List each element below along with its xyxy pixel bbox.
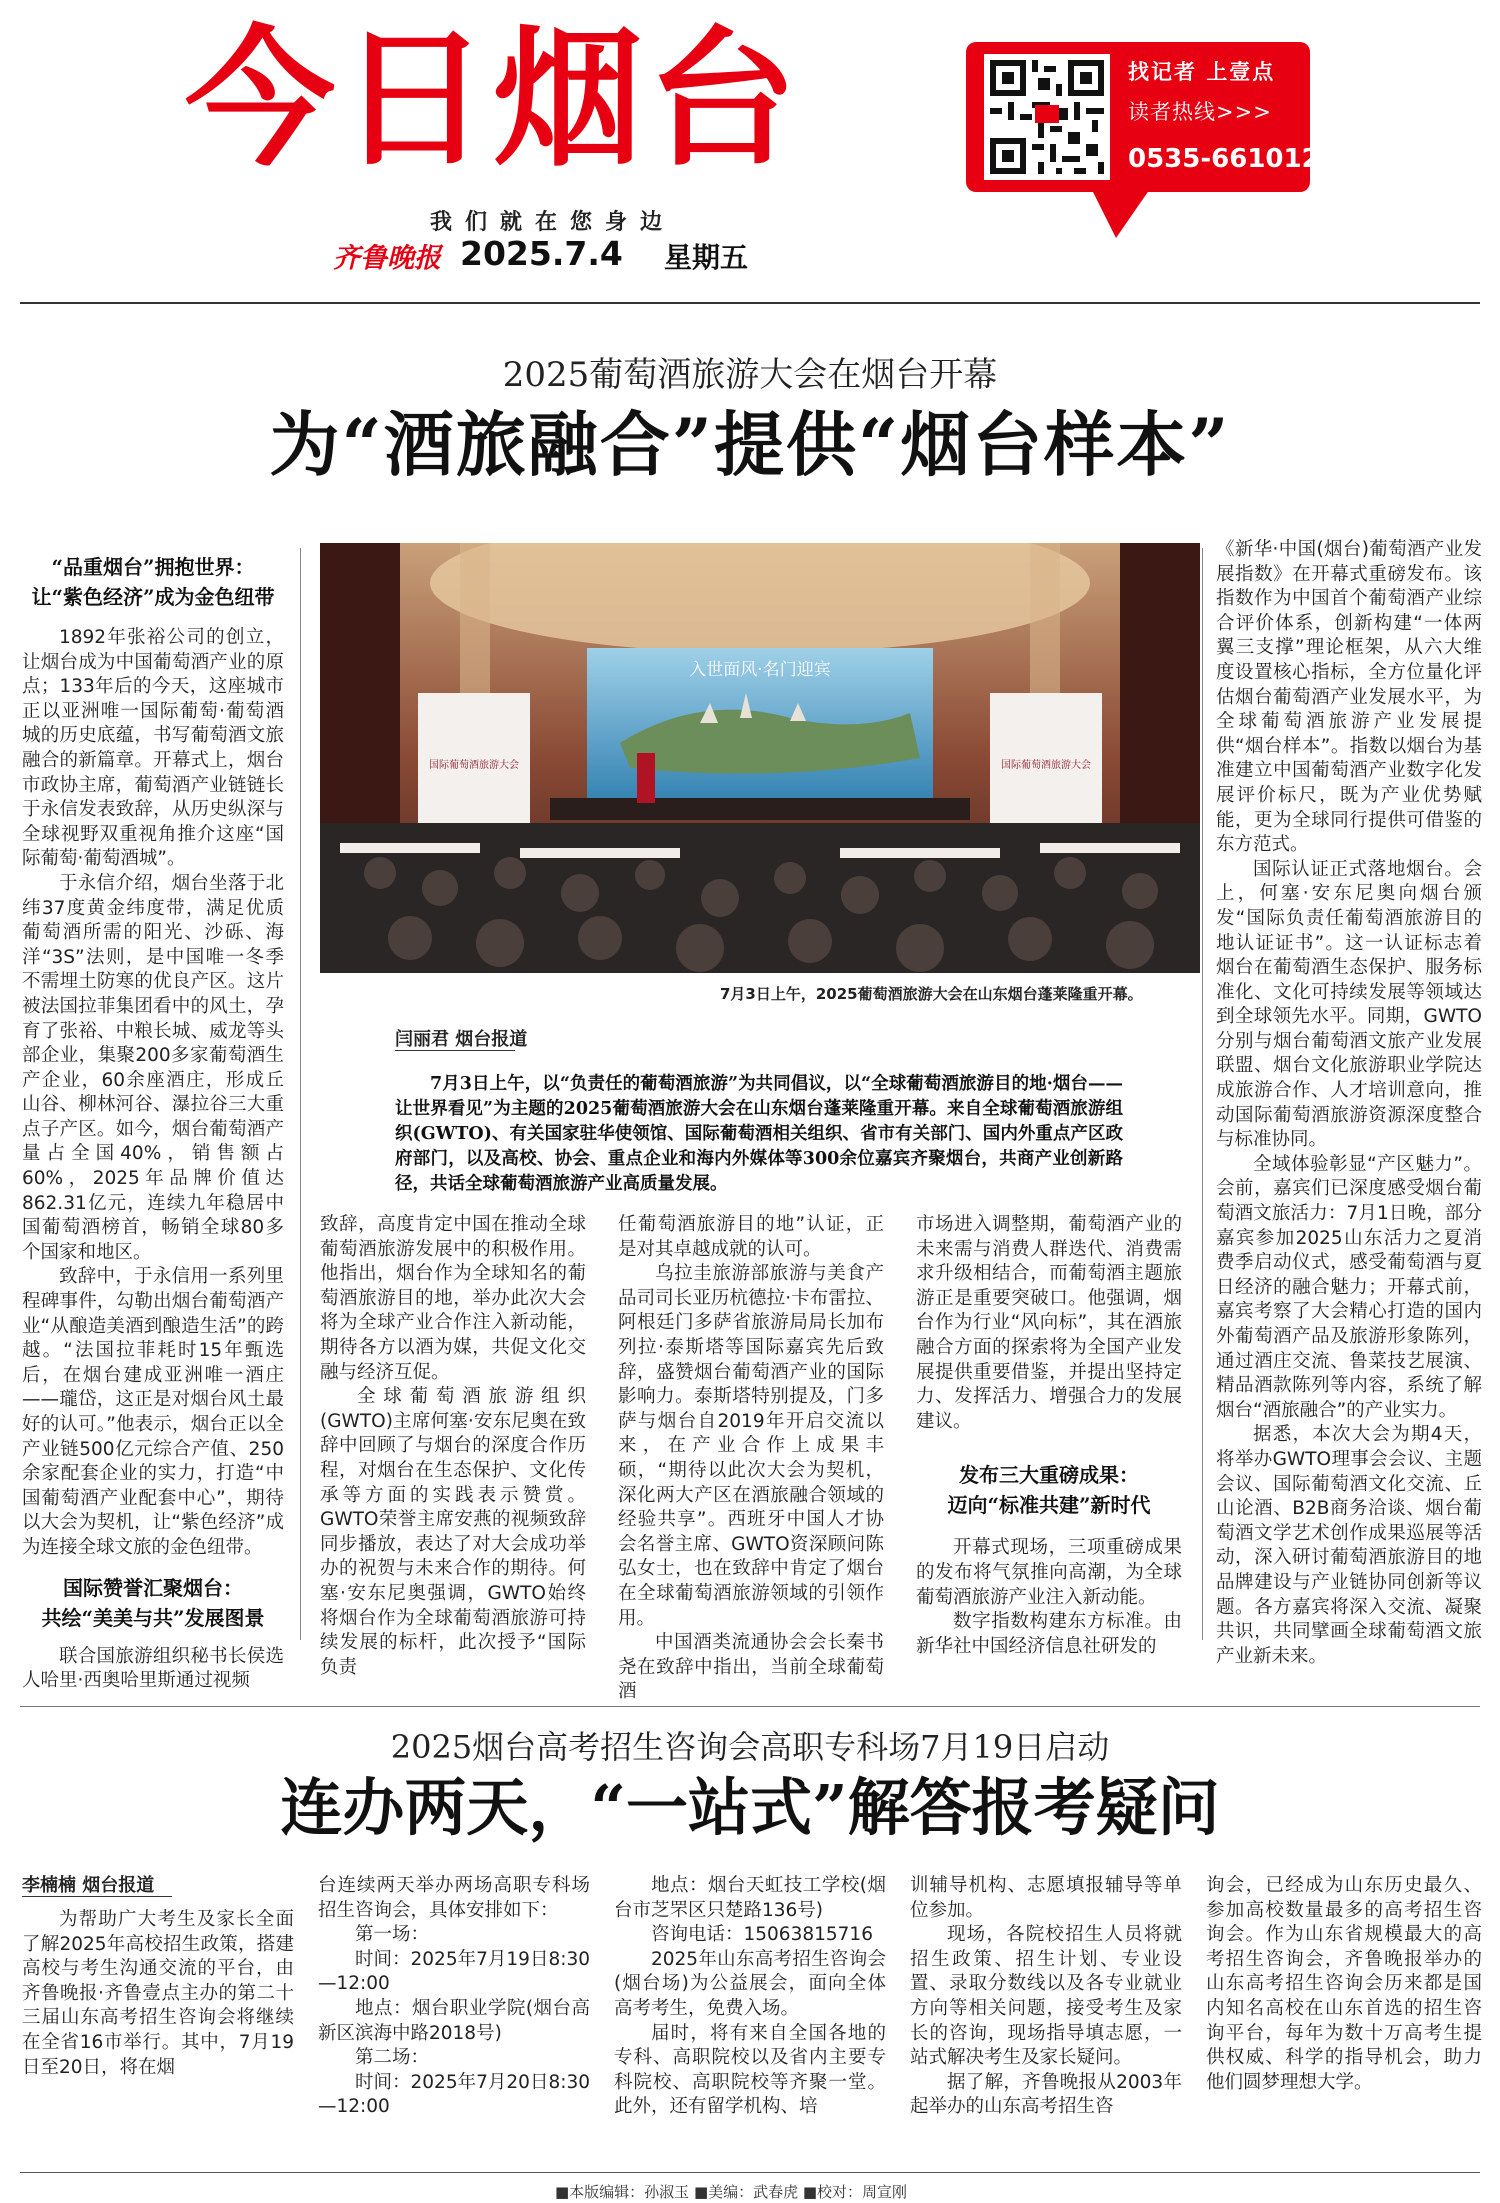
article-divider [20, 1706, 1480, 1707]
paragraph: 据悉，本次大会为期4天，将举办GWTO理事会会议、主题会议、国际葡萄酒文化交流、丘山论酒、B2B商务洽谈、烟台葡萄酒文学艺术创作成果巡展等活动，深入研讨葡萄酒旅游目的地品牌建设与产业链协同创新等议题。各方嘉宾将深入交流、凝聚共识，共同擘画全球葡萄酒文旅产业新未来。 [1216, 1424, 1482, 1667]
conference-photo[interactable] [320, 543, 1200, 973]
article1-lead [395, 1072, 1123, 1197]
section-subheading: 迈向“标准共建”新时代 [947, 1493, 1151, 1518]
hotline-label: 读者热线>>> [1128, 100, 1272, 124]
paragraph: 市场进入调整期，葡萄酒产业的未来需与消费人群迭代、消费需求升级相结合，而葡萄酒主题旅游正是重要突破口。他强调，烟台作为行业“风向标”，其在酒旅融合方面的探索将为全国产业发展提供重要借鉴，并提出坚持定力、发挥活力、增强合力的发展建议。 [916, 1214, 1182, 1432]
paragraph: 为帮助广大考生及家长全面了解2025年高校招生政策，搭建高校与考生沟通交流的平台，由齐鲁晚报·齐鲁壹点主办的第二十三届山东高考招生咨询会将继续在全省16市举行。其中，7月19日至20日，将在烟 [22, 1909, 294, 2078]
paragraph: 台连续两天举办两场高职专科场招生咨询会，具体安排如下： [318, 1875, 590, 1921]
column-divider [1202, 548, 1203, 1640]
article1-column-e [1216, 538, 1482, 1669]
section-heading: 发布三大重磅成果： [959, 1463, 1139, 1488]
paragraph: 数字指数构建东方标准。由新华社中国经济信息社研发的 [916, 1611, 1182, 1657]
article1-byline: 闫丽君 烟台报道 [395, 1029, 528, 1050]
editor-credits: ■本版编辑：孙淑玉 ■美编：武春虎 ■校对：周宣刚 [555, 2183, 908, 2201]
paragraph: 训辅导机构、志愿填报辅导等单位参加。 [910, 1875, 1182, 1921]
left-banner-text: 国际葡萄酒旅游大会 [429, 760, 519, 771]
article1-headline[interactable]: 为“酒旅融合”提供“烟台样本” [269, 403, 1231, 486]
paragraph: 致辞中，于永信用一系列里程碑事件，勾勒出烟台葡萄酒产业“从酿造美酒到酿造生活”的跨越。“法国拉菲耗时15年甄选后，在烟台建成亚洲唯一酒庄——瓏岱，这正是对烟台风土最好的认可。”他表示，烟台正以全产业链500亿元综合产值、250余家配套企业的实力，打造“中国葡萄酒产业配套中心”，期待以大会为契机，让“紫色经济”成为连接全球文旅的金色纽带。 [22, 1266, 284, 1558]
article1-sidebar-column [22, 552, 284, 1694]
section-subheading: 共绘“美美与共”发展图景 [41, 1605, 265, 1630]
paragraph: 现场，各院校招生人员将就招生政策、招生计划、专业设置、录取分数线以及各专业就业方向等相关问题，接受考生及家长的咨询，现场指导填志愿，一站式解决考生及家长疑问。 [910, 1924, 1182, 2069]
paragraph: 乌拉圭旅游部旅游与美食产品司司长亚历杭德拉·卡布雷拉、阿根廷门多萨省旅游局局长加布列拉·泰斯塔等国际嘉宾先后致辞，盛赞烟台葡萄酒产业的国际影响力。泰斯塔特别提及，门多萨与烟台自2019年开启交流以来，在产业合作上成果丰硕，“期待以此次大会为契机，深化两大产区在酒旅融合领域的经验共享”。西班牙中国人才协会名誉主席、GWTO资深顾问陈弘女士，也在致辞中肯定了烟台在全球葡萄酒旅游领域的引领作用。 [618, 1263, 884, 1629]
masthead-divider [20, 302, 1480, 304]
stage-screen-text: 入世面风·名门迎宾 [689, 660, 831, 680]
paragraph: 中国酒类流通协会会长秦书尧在致辞中指出，当前全球葡萄酒 [618, 1632, 884, 1703]
article1-column-c [618, 1213, 884, 1705]
paragraph: 据了解，齐鲁晚报从2003年起举办的山东高考招生咨 [910, 2071, 1182, 2118]
article2-column-1 [22, 1908, 294, 2080]
paragraph: 询会，已经成为山东历史最久、参加高校数量最多的高考招生咨询会。作为山东省规模最大的高考招生咨询会，齐鲁晚报举办的山东高考招生咨询会历来都是国内知名高校在山东首选的招生咨询平台，每年为数十万高考生提供权威、科学的指导机会，助力他们圆梦理想大学。 [1206, 1875, 1482, 2093]
hotline-phone[interactable]: 0535-6610123 [1128, 144, 1338, 174]
schedule-line: 第二场： [355, 2047, 430, 2069]
paragraph: 1892年张裕公司的创立，让烟台成为中国葡萄酒产业的原点；133年后的今天，这座城市正以亚洲唯一国际葡萄·葡萄酒城的历史底蕴，书写葡萄酒文旅融合的新篇章。开幕式上，烟台市政协主席，葡萄酒产业链链长于永信发表致辞，从历史纵深与全球视野双重视角推介这座“国际葡萄·葡萄酒城”。 [22, 627, 284, 870]
article1-kicker: 2025葡萄酒旅游大会在烟台开幕 [502, 355, 998, 395]
paragraph: 全球葡萄酒旅游组织(GWTO)主席何塞·安东尼奥在致辞中回顾了与烟台的深度合作历程，对烟台在生态保护、文化传承等方面的实践表示赞赏。GWTO荣誉主席安燕的视频致辞同步播放，表达了对大会成功举办的祝贺与未来合作的期待。何塞·安东尼奥强调，GWTO始终将烟台作为全球葡萄酒旅游可持续发展的标杆，此次授予“国际负责 [320, 1386, 586, 1678]
newspaper-brand: 齐鲁晚报 [333, 243, 441, 274]
section-heading: 国际赞誉汇聚烟台： [63, 1575, 243, 1600]
article2-column-2 [318, 1874, 590, 2120]
paragraph: 全域体验彰显“产区魅力”。会前，嘉宾们已深度感受烟台葡萄酒文旅活力：7月1日晚，部分嘉宾参加2025山东活力之夏消费季启动仪式，感受葡萄酒与夏日经济的融合魅力；开幕式前，嘉宾考察了大会精心打造的国内外葡萄酒产品及旅游形象陈列，通过酒庄交流、鲁菜技艺展演、精品酒款陈列等内容，系统了解烟台“酒旅融合”的产业实力。 [1216, 1153, 1482, 1421]
qr-code-icon[interactable] [984, 54, 1110, 180]
schedule-line: 时间：2025年7月20日8:30—12:00 [318, 2071, 590, 2118]
paragraph: 《新华·中国(烟台)葡萄酒产业发展指数》在开幕式重磅发布。该指数作为中国首个葡萄酒产业综合评价体系，创新构建“一体两翼三支撑”理论框架，从六大维度设置核心指标，全方位量化评估烟台葡萄酒产业发展水平，为全球葡萄酒旅游产业发展提供“烟台样本”。指数以烟台为基准建立中国葡萄酒产业数字化发展评价标尺，既为产业优势赋能，更为全球同行提供可借鉴的东方范式。 [1216, 539, 1482, 856]
paragraph: 致辞，高度肯定中国在推动全球葡萄酒旅游发展中的积极作用。他指出，烟台作为全球知名的葡萄酒旅游目的地，举办此次大会将为全球产业合作注入新动能，期待各方以酒为媒，共促文化交融与经济互促。 [320, 1214, 586, 1383]
article2-headline[interactable]: 连办两天，“一站式”解答报考疑问 [280, 1771, 1220, 1844]
lead-paragraph: 7月3日上午，以“负责任的葡萄酒旅游”为共同倡议，以“全球葡萄酒旅游目的地·烟台——让世界看见”为主题的2025葡萄酒旅游大会在山东烟台蓬莱隆重开幕。来自全球葡萄酒旅游组织(GWTO)、有关国家驻华使领馆、国际葡萄酒相关组织、省市有关部门、国内外重点产区政府部门，以及高校、协会、重点企业和海内外媒体等300余位嘉宾齐聚烟台，共商产业创新路径，共话全球葡萄酒旅游产业高质量发展。 [395, 1074, 1123, 1194]
schedule-line: 地点：烟台天虹技工学校(烟台市芝罘区只楚路136号) [614, 1875, 886, 1921]
article2-byline: 李楠楠 烟台报道 [22, 1875, 155, 1896]
byline-underline [395, 1050, 515, 1051]
photo-caption: 7月3日上午，2025葡萄酒旅游大会在山东烟台蓬莱隆重开幕。 [720, 985, 1143, 1003]
paragraph: 于永信介绍，烟台坐落于北纬37度黄金纬度带，满足优质葡萄酒所需的阳光、沙砾、海洋“3S”法则，是中国唯一冬季不需埋土防寒的优良产区。这片被法国拉菲集团看中的风土，孕育了张裕、中粮长城、威龙等头部企业，集聚200多家葡萄酒生产企业，60余座酒庄，形成丘山谷、柳林河谷、瀑拉谷三大重点子产区。如今，烟台葡萄酒产量占全国40%，销售额占60%，2025年品牌价值达862.31亿元，连续九年稳居中国葡萄酒榜首，畅销全球80多个国家和地区。 [22, 872, 284, 1263]
paragraph: 任葡萄酒旅游目的地”认证，正是对其卓越成就的认可。 [618, 1214, 884, 1260]
article1-column-b [320, 1213, 586, 1680]
masthead-title: 今日烟台 [185, 13, 802, 187]
hotline-speech-tail [1090, 186, 1152, 238]
phone-line: 咨询电话：15063815716 [651, 1924, 873, 1946]
article2-column-4 [910, 1874, 1182, 2120]
issue-date: 2025.7.4 [460, 234, 623, 273]
article2-kicker: 2025烟台高考招生咨询会高职专科场7月19日启动 [390, 1728, 1110, 1766]
column-divider [300, 548, 301, 1640]
paragraph: 届时，将有来自全国各地的专科、高职院校以及省内主要专科院校、高职院校等齐聚一堂。此外，还有留学机构、培 [614, 2022, 886, 2118]
schedule-line: 地点：烟台职业学院(烟台高新区滨海中路2018号) [318, 1997, 590, 2044]
paragraph: 联合国旅游组织秘书长侯选人哈里·西奥哈里斯通过视频 [22, 1645, 284, 1692]
article2-column-3 [614, 1874, 886, 2120]
paragraph: 国际认证正式落地烟台。会上，何塞·安东尼奥向烟台颁发“国际负责任葡萄酒旅游目的地认证证书”。这一认证标志着烟台在葡萄酒生态保护、服务标准化、文化可持续发展等领域达到全球领先水平。同期，GWTO分别与烟台葡萄酒文旅产业发展联盟、烟台文化旅游职业学院达成旅游合作、人才培训意向，推动国际葡萄酒旅游资源深度整合与标准协同。 [1216, 858, 1482, 1151]
paragraph: 2025年山东高考招生咨询会(烟台场)为公益展会，面向全体高考考生，免费入场。 [614, 1948, 886, 2019]
issue-weekday: 星期五 [664, 241, 749, 274]
byline-underline [22, 1896, 172, 1897]
section-subheading: 让“紫色经济”成为金色纽带 [31, 585, 275, 609]
footer-divider [20, 2172, 1480, 2173]
article1-column-d [916, 1213, 1182, 1659]
paragraph: 开幕式现场，三项重磅成果的发布将气氛推向高潮，为全球葡萄酒旅游产业注入新动能。 [916, 1537, 1182, 1608]
schedule-line: 第一场： [355, 1924, 430, 1946]
schedule-line: 时间：2025年7月19日8:30—12:00 [318, 1948, 590, 1995]
section-heading: “品重烟台”拥抱世界： [51, 555, 255, 579]
hotline-tagline: 找记者 上壹点 [1128, 60, 1276, 84]
masthead-slogan: 我们就在您身边 [430, 210, 676, 235]
article2-column-5 [1206, 1874, 1482, 2095]
right-banner-text: 国际葡萄酒旅游大会 [1001, 760, 1091, 771]
